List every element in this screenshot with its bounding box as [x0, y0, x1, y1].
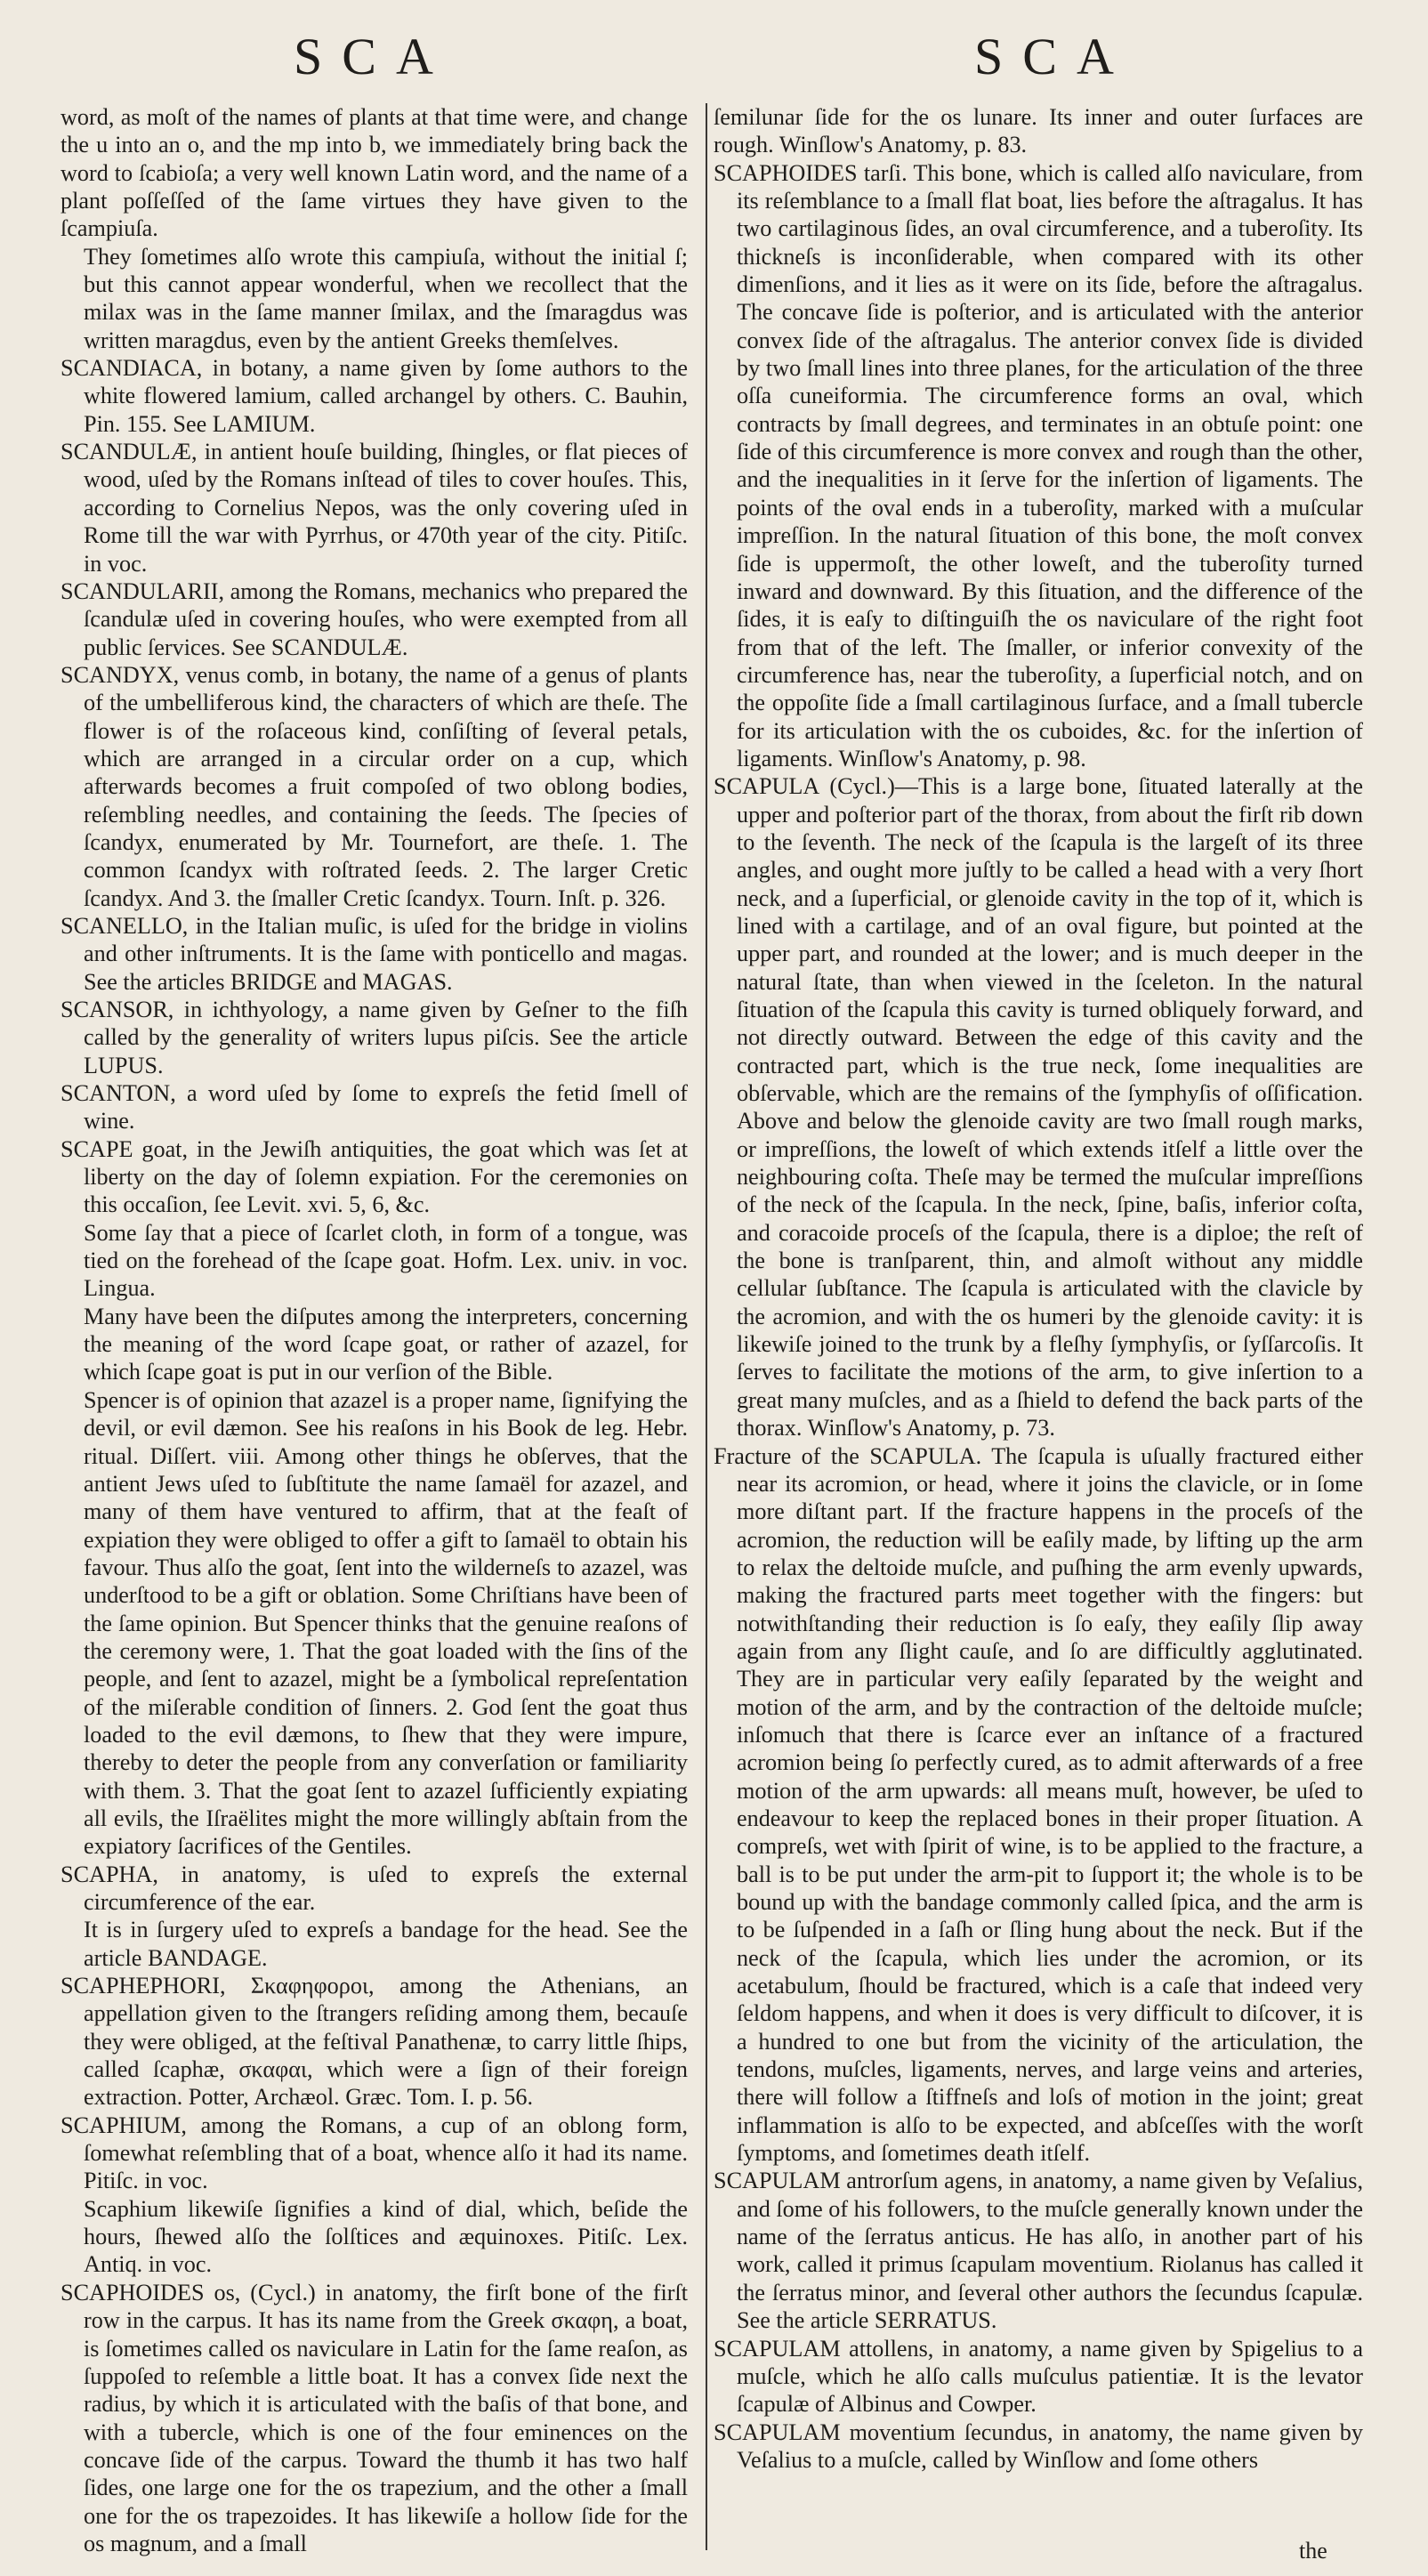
left-column: [61, 103, 688, 2559]
paragraph: Spencer is of opinion that azazel is a proper name, ſignifying the devil, or evil dæmon. See his reaſons in his Book de leg. Hebr. ritual. Diſſert. viii. Among other things he obſerves, that the antient Jews uſed to ſubſtitute the name ſamaël for azazel, and many of them have ventured to affirm, that at the feaſt of expiation they were obliged to offer a gift to ſamaël to obtain his favour. Thus alſo the goat, ſent into the wilderneſs to azazel, was underſtood to be a gift or oblation. Some Chriſtians have been of the ſame opinion. But Spencer thinks that the genuine reaſons of the ceremony were, 1. That the goat loaded with the ſins of the people, and ſent to azazel, might be a ſymbolical repreſentation of the miſerable condition of ſinners. 2. God ſent the goat thus loaded to the evil dæmons, to ſhew that they were impure, thereby to deter the people from any converſation or familiarity with them. 3. That the goat ſent to azazel ſufficiently expiating all evils, the Iſraëlites might the more willingly abſtain from the expiatory ſacrifices of the Gentiles.: [84, 1386, 688, 1860]
dictionary-entry-scape-goat: SCAPE goat, in the Jewiſh antiquities, the goat which was ſet at liberty on the day of ſolemn expiation. For the ceremonies on this occaſion, ſee Levit. xvi. 5, 6, &c.: [61, 1135, 688, 1218]
dictionary-entry-scapulam-attollens: SCAPULAM attollens, in anatomy, a name given by Spigelius to a muſcle, which he alſo calls muſculus patientiæ. It is the levator ſcapulæ of Albinus and Cowper.: [714, 2335, 1363, 2418]
continued-paragraph: word, as moſt of the names of plants at that time were, and change the u into an o, and the mp into b, we immediately bring back the word to ſcabioſa; a very well known Latin word, and the name of a plant poſſeſſed of the ſame virtues they have given to the ſcampiuſa.: [61, 104, 688, 242]
running-head-left: SCA: [294, 28, 453, 85]
dictionary-entry-scaphoides-os: SCAPHOIDES os, (Cycl.) in anatomy, the firſt bone of the firſt row in the carpus. It has its name from the Greek σκαφη, a boat, is ſometimes called os naviculare in Latin for the ſame reaſon, as ſuppoſed to reſemble a little boat. It has a convex ſide next the radius, by which it is articulated with the baſis of that bone, and with a tubercle, which is one of the four eminences on the concave ſide of the carpus. Toward the thumb it has two half ſides, one large one for the os trapezium, and the other a ſmall one for the os trapezoides. It has likewiſe a hollow ſide for the os magnum, and a ſmall: [61, 2279, 688, 2556]
dictionary-entry-scaphoides-tarsi: SCAPHOIDES tarſi. This bone, which is called alſo naviculare, from its reſemblance to a ſmall flat boat, lies before the aſtragalus. It has two cartilaginous ſides, an oval circumference, and a tuberoſity. Its thickneſs is inconſiderable, when compared with its other dimenſions, and it lies as it were on its ſide, before the aſtragalus. The concave ſide is poſterior, and is articulated with the anterior convex ſide of the aſtragalus. The anterior convex ſide is divided by two ſmall lines into three planes, for the articulation of the three oſſa cuneiformia. The circumference forms an oval, which contracts by ſmall degrees, and terminates in an obtuſe point: one ſide of this circumference is more convex and rough than the other, and the inequalities in it ſerve for the inſertion of ligaments. The points of the oval ends in a tuberoſity, marked with a muſcular impreſſion. In the natural ſituation of this bone, the moſt convex ſide is uppermoſt, the other loweſt, and the tuberoſity turned inward and downward. By this ſituation, and the difference of the ſides, it is eaſy to diſtinguiſh the os naviculare of the right foot from that of the left. The ſmaller, or inferior convexity of the circumference has, near the tuberoſity, a ſuperficial notch, and on the oppoſite ſide a ſmall cartilaginous ſurface, and a ſmall tubercle for its articulation with the os cuboides, &c. for the inſertion of ligaments. Winſlow's Anatomy, p. 98.: [714, 159, 1363, 771]
dictionary-entry-scandularii: SCANDULARII, among the Romans, mechanics who prepared the ſcandulæ uſed in covering houſes, who were exempted from all public ſervices. See SCANDULÆ.: [61, 577, 688, 660]
dictionary-entry-scaphium: SCAPHIUM, among the Romans, a cup of an oblong form, ſomewhat reſembling that of a boat, whence alſo it had its name. Pitiſc. in voc.: [61, 2112, 688, 2194]
dictionary-entry-scandulae: SCANDULÆ, in antient houſe building, ſhingles, or flat pieces of wood, uſed by the Romans inſtead of tiles to cover houſes. This, according to Cornelius Nepos, was the only covering uſed in Rome till the war with Pyrrhus, or 470th year of the city. Pitiſc. in voc.: [61, 439, 688, 577]
dictionary-entry-scapha: SCAPHA, in anatomy, is uſed to expreſs the external circumference of the ear.: [61, 1861, 688, 1915]
dictionary-entry-scandiaca: SCANDIACA, in botany, a name given by ſome authors to the white flowered lamium, called archangel by others. C. Bauhin, Pin. 155. See LAMIUM.: [61, 355, 688, 437]
continued-paragraph: ſemilunar ſide for the os lunare. Its inner and outer ſurfaces are rough. Winſlow's Anatomy, p. 83.: [714, 104, 1363, 158]
dictionary-entry-scanton: SCANTON, a word uſed by ſome to expreſs the fetid ſmell of wine.: [61, 1080, 688, 1135]
dictionary-entry-scapula: SCAPULA (Cycl.)—This is a large bone, ſituated laterally at the upper and poſterior part of the thorax, from about the firſt rib down to the ſeventh. The neck of the ſcapula is the largeſt of its three angles, and ought more juſtly to be called a head with a very ſhort neck, and a ſuperficial, or glenoide cavity in the top of it, which is lined with a cartilage, and of an oval figure, but pointed at the upper part, and rounded at the lower; and is much deeper in the natural ſtate, than when viewed in the ſceleton. In the natural ſituation of the ſcapula this cavity is turned obliquely forward, and not directly outward. Between the edge of this cavity and the contracted part, which is the true neck, ſome inequalities are obſervable, which are the remains of the ſymphyſis of oſſification. Above and below the glenoide cavity are two ſmall rough marks, or impreſſions, the loweſt of which extends itſelf a little over the neighbouring coſta. Theſe may be termed the muſcular impreſſions of the neck of the ſcapula. In the neck, ſpine, baſis, inferior coſta, and coracoide proceſs of the ſcapula, there is a diploe; the reſt of the bone is tranſparent, thin, and almoſt without any middle cellular ſubſtance. The ſcapula is articulated with the clavicle by the acromion, and with the os humeri by the glenoide cavity: it is likewiſe joined to the trunk by a fleſhy ſymphyſis, or ſyſſarcoſis. It ſerves to facilitate the motions of the arm, to give inſertion to a great many muſcles, and as a ſhield to defend the back parts of the thorax. Winſlow's Anatomy, p. 73.: [714, 773, 1363, 1441]
right-column: [714, 103, 1363, 2559]
paragraph: It is in ſurgery uſed to expreſs a bandage for the head. See the article BANDAGE.: [84, 1917, 688, 1971]
dictionary-entry-scaphephori: SCAPHEPHORI, Σκαφηφοροι, among the Athenians, an appellation given to the ſtrangers reſiding among them, becauſe they were obliged, at the feſtival Panathenæ, to carry little ſhips, called ſcaphæ, σκαφαι, which were a ſign of their foreign extraction. Potter, Archæol. Græc. Tom. I. p. 56.: [61, 1973, 688, 2111]
paragraph: They ſometimes alſo wrote this campiuſa, without the initial ſ; but this cannot appear wonderful, when we recollect that the milax was in the ſame manner ſmilax, and the ſmaragdus was written maragdus, even by the antient Greeks themſelves.: [84, 243, 688, 353]
dictionary-entry-scanello: SCANELLO, in the Italian muſic, is uſed for the bridge in violins and other inſtruments. It is the ſame with ponticello and magas. See the articles BRIDGE and MAGAS.: [61, 912, 688, 995]
paragraph: Many have been the diſputes among the interpreters, concerning the meaning of the word ſcape goat, or rather of azazel, for which ſcape goat is put in our verſion of the Bible.: [84, 1303, 688, 1385]
column-divider: [706, 103, 707, 2550]
paragraph: Some ſay that a piece of ſcarlet cloth, in form of a tongue, was tied on the forehead of the ſcape goat. Hofm. Lex. univ. in voc. Lingua.: [84, 1219, 688, 1302]
dictionary-entry-scapulam-moventium: SCAPULAM moventium ſecundus, in anatomy, the name given by Veſalius to a muſcle, called by Winſlow and ſome others: [714, 2419, 1363, 2473]
paragraph: Scaphium likewiſe ſignifies a kind of dial, which, beſide the hours, ſhewed alſo the ſolſtices and æquinoxes. Pitiſc. Lex. Antiq. in voc.: [84, 2195, 688, 2278]
running-head-right: SCA: [974, 28, 1134, 85]
dictionary-entry-scansor: SCANSOR, in ichthyology, a name given by Geſner to the fiſh called by the generality of writers lupus piſcis. See the article LUPUS.: [61, 997, 688, 1078]
dictionary-entry-scapulam-antrorsum: SCAPULAM antrorſum agens, in anatomy, a name given by Veſalius, and ſome of his followers, to the muſcle generally known under the name of the ſerratus anticus. He has alſo, in another part of his work, called it primus ſcapulam moventium. Riolanus has called it the ſerratus minor, and ſeveral other authors the ſecundus ſcapulæ. See the article SERRATUS.: [714, 2168, 1363, 2334]
dictionary-entry-fracture-of-scapula: Fracture of the SCAPULA. The ſcapula is uſually fractured either near its acromion, or head, where it joins the clavicle, or in ſome more diſtant part. If the fracture happens in the proceſs of the acromion, the reduction will be eaſily made, by lifting up the arm to relax the deltoide muſcle, and puſhing the arm evenly upwards, making the fractured parts meet together with the fingers: but notwithſtanding their reduction is ſo eaſy, they eaſily ſlip away again from any ſlight cauſe, and ſo are difficultly agglutinated. They are in particular very eaſily ſeparated by the weight and motion of the arm, and by the contraction of the deltoide muſcle; inſomuch that there is ſcarce ever an inſtance of a fractured acromion being ſo perfectly cured, as to admit afterwards of a free motion of the arm upwards: all means muſt, however, be uſed to endeavour to keep the replaced bones in their proper ſituation. A compreſs, wet with ſpirit of wine, is to be applied to the fracture, a ball is to be put under the arm-pit to ſupport it; the whole is to be bound up with the bandage commonly called ſpica, and the arm is to be ſuſpended in a ſaſh or ſling hung about the neck. But if the neck of the ſcapula, which lies under the acromion, or its acetabulum, ſhould be fractured, which is a caſe that indeed very ſeldom happens, and when it does is very difficult to diſcover, it is a hundred to one but from the vicinity of the articulation, the tendons, muſcles, ligaments, nerves, and large veins and arteries, there will follow a ſtiffneſs and loſs of motion in the joint; great inflammation is alſo to be expected, and abſceſſes with the worſt ſymptoms, and ſometimes death itſelf.: [714, 1442, 1363, 2167]
dictionary-entry-scandyx: SCANDYX, venus comb, in botany, the name of a genus of plants of the umbelliferous kind, the characters of which are theſe. The flower is of the roſaceous kind, conſiſting of ſeveral petals, which are arranged in a circular order on a cup, which afterwards becomes a fruit compoſed of two oblong bodies, reſembling needles, and containing the ſeeds. The ſpecies of ſcandyx, enumerated by Mr. Tournefort, are theſe. 1. The common ſcandyx with roſtrated ſeeds. 2. The larger Cretic ſcandyx. And 3. the ſmaller Cretic ſcandyx. Tourn. Inſt. p. 326.: [61, 661, 688, 911]
catchword: the: [1299, 2538, 1327, 2564]
